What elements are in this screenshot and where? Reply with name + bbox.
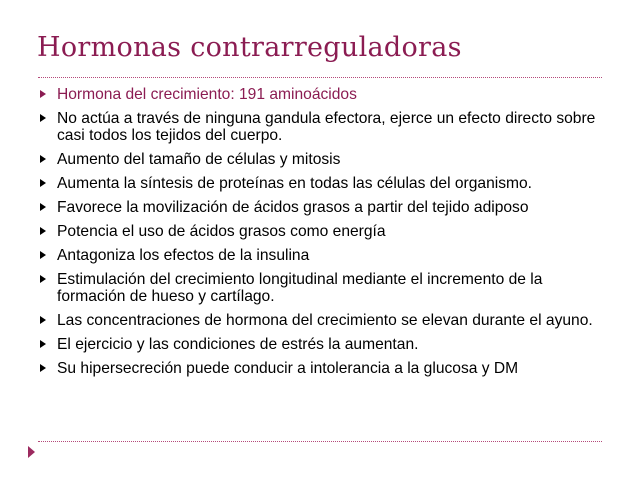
bullet-text: Las concentraciones de hormona del crecimiento se elevan durante el ayuno. bbox=[57, 312, 593, 330]
bullet-arrow-icon bbox=[40, 179, 46, 187]
bullet-item bbox=[40, 271, 600, 306]
bullet-arrow-icon bbox=[40, 114, 46, 122]
bullet-list bbox=[40, 86, 600, 384]
bullet-text: Aumento del tamaño de células y mitosis bbox=[57, 151, 341, 169]
bullet-item bbox=[40, 336, 600, 354]
bullet-item bbox=[40, 312, 600, 330]
bullet-arrow-icon bbox=[40, 316, 46, 324]
footer-divider bbox=[38, 441, 602, 442]
bullet-text: Antagoniza los efectos de la insulina bbox=[57, 246, 310, 264]
bullet-text: Potencia el uso de ácidos grasos como energía bbox=[57, 222, 386, 240]
bullet-text: Su hipersecreción puede conducir a intolerancia a la glucosa y DM bbox=[57, 359, 519, 377]
bullet-text: Hormona del crecimiento: 191 aminoácidos bbox=[57, 86, 357, 103]
bullet-item bbox=[40, 199, 600, 217]
bullet-arrow-icon bbox=[40, 340, 46, 348]
bullet-arrow-icon bbox=[40, 155, 46, 163]
bullet-arrow-icon bbox=[40, 90, 46, 98]
bullet-item bbox=[40, 110, 600, 145]
bullet-text: Aumenta la síntesis de proteínas en todas las células del organismo. bbox=[57, 175, 533, 193]
title-divider bbox=[38, 77, 602, 78]
bullet-arrow-icon bbox=[40, 203, 46, 211]
bullet-arrow-icon bbox=[40, 275, 46, 283]
bullet-text: El ejercicio y las condiciones de estrés la aumentan. bbox=[57, 336, 419, 354]
bullet-arrow-icon bbox=[40, 364, 46, 372]
bullet-item bbox=[40, 151, 600, 169]
bullet-item bbox=[40, 360, 600, 378]
slide-title: Hormonas contrarreguladoras bbox=[37, 32, 462, 63]
bullet-arrow-icon bbox=[40, 227, 46, 235]
bullet-item bbox=[40, 175, 600, 193]
bullet-item bbox=[40, 247, 600, 265]
bullet-text: Estimulación del crecimiento longitudinal mediante el incremento de la formación de hueso y cartílago. bbox=[57, 270, 543, 306]
bullet-text: No actúa a través de ninguna gandula efectora, ejerce un efecto directo sobre casi todos los tejidos del cuerpo. bbox=[57, 109, 596, 145]
bullet-arrow-icon bbox=[40, 251, 46, 259]
bullet-text: Favorece la movilización de ácidos grasos a partir del tejido adiposo bbox=[57, 199, 529, 217]
slide-marker-icon bbox=[28, 446, 35, 458]
bullet-item bbox=[40, 86, 600, 104]
bullet-item bbox=[40, 223, 600, 241]
